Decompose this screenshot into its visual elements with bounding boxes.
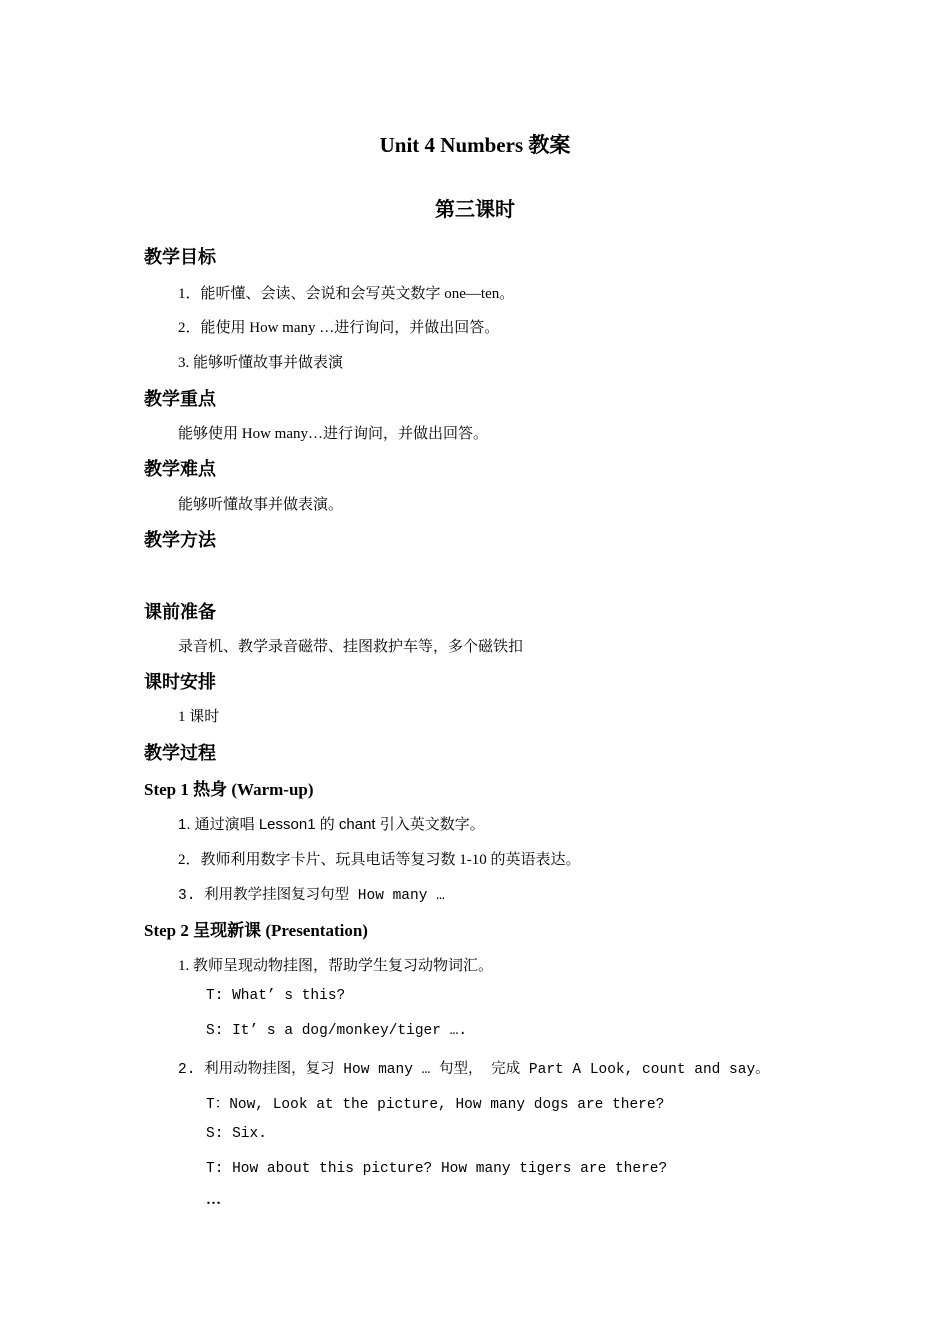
objective-item: 2．能使用 How many …进行询问，并做出回答。 <box>178 320 500 336</box>
step1-item: 2．教师利用数字卡片、玩具电话等复习数 1-10 的英语表达。 <box>178 852 581 868</box>
key-points-text: 能够使用 How many…进行询问，并做出回答。 <box>178 426 488 442</box>
difficulties-text: 能够听懂故事并做表演。 <box>178 497 344 513</box>
preparation-text: 录音机、教学录音磁带、挂图救护车等，多个磁铁扣 <box>178 639 524 655</box>
preparation-heading: 课前准备 <box>144 602 216 623</box>
step1-item: 3. 利用教学挂图复习句型 How many … <box>178 888 445 904</box>
process-heading: 教学过程 <box>144 743 216 764</box>
methods-heading: 教学方法 <box>144 530 216 551</box>
step1-heading: Step 1 热身 (Warm-up) <box>144 780 314 799</box>
objective-item: 3. 能够听懂故事并做表演 <box>178 355 344 371</box>
step2-heading: Step 2 呈现新课 (Presentation) <box>144 921 368 940</box>
lesson-number: 第三课时 <box>435 197 515 221</box>
dialog-line: T: What’ s this? <box>206 988 346 1004</box>
dialog-line: T：Now, Look at the picture, How many dogs are there? <box>206 1097 665 1113</box>
dialog-line: T: How about this picture? How many tigers are there? <box>206 1161 668 1177</box>
step1-item: 1. 通过演唱 Lesson1 的 chant 引入英文数字。 <box>178 816 485 833</box>
document-title: Unit 4 Numbers 教案 <box>379 133 571 157</box>
dialog-line: S: Six. <box>206 1126 267 1142</box>
difficulties-heading: 教学难点 <box>144 459 216 480</box>
step2-item: 2. 利用动物挂图，复习 How many … 句型， 完成 Part A Look, count and say。 <box>178 1062 770 1078</box>
objective-item: 1．能听懂、会读、会说和会写英文数字 one—ten。 <box>178 286 515 302</box>
key-points-heading: 教学重点 <box>144 389 216 410</box>
dialog-line: S: It’ s a dog/monkey/tiger …. <box>206 1023 468 1039</box>
ellipsis: … <box>206 1192 221 1208</box>
objectives-heading: 教学目标 <box>144 247 216 268</box>
step2-item: 1. 教师呈现动物挂图，帮助学生复习动物词汇。 <box>178 958 494 974</box>
schedule-heading: 课时安排 <box>144 672 216 693</box>
schedule-text: 1 课时 <box>178 709 220 725</box>
